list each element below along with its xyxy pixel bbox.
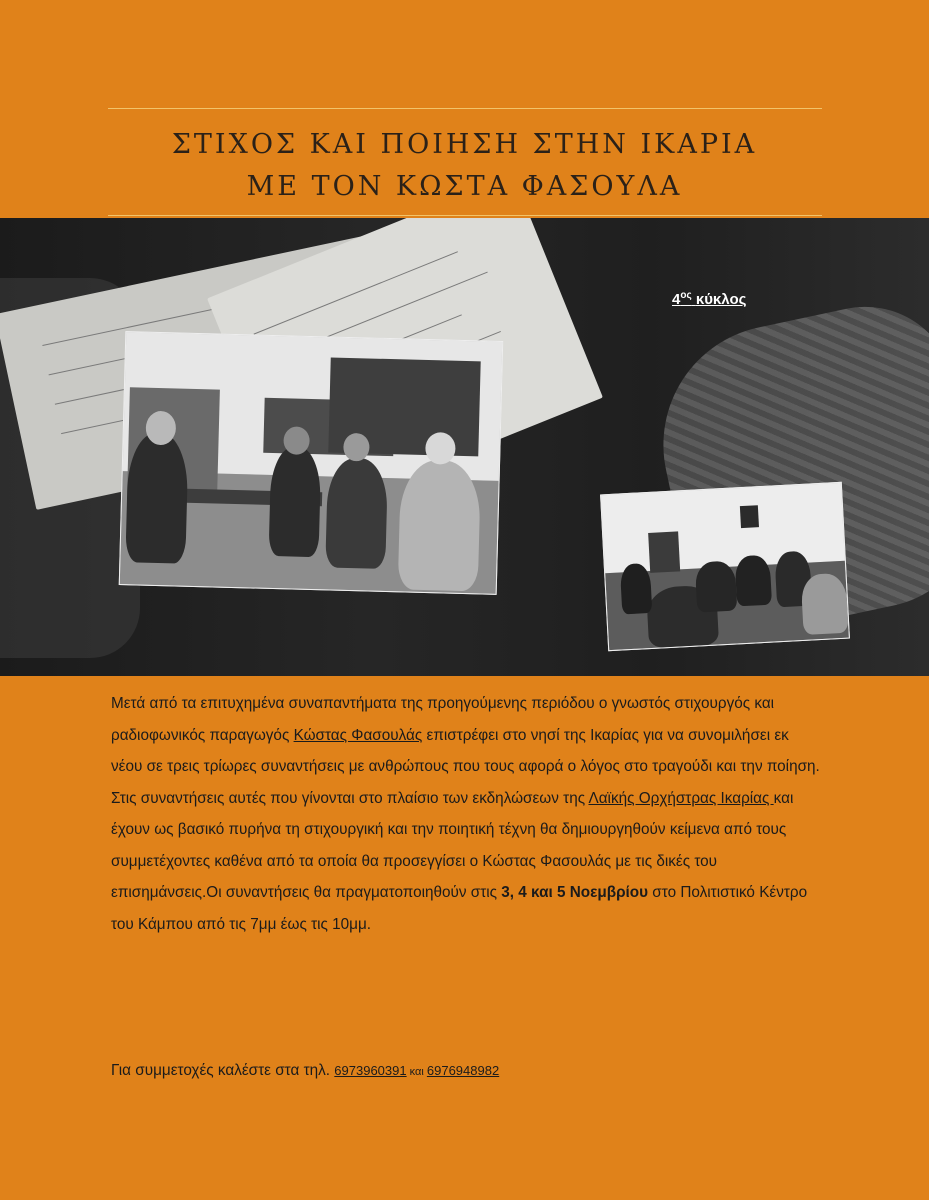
header-bottom-rule: [108, 215, 822, 216]
description-text-4: στο Πολιτιστικό Κέντρο του Κάμπου από τις 7μμ έως τις 10μμ.: [111, 884, 808, 933]
photo-collage: [0, 218, 929, 676]
phone-link-1[interactable]: 6973960391: [334, 1063, 407, 1078]
meeting-photo-secondary: [600, 482, 850, 651]
contact-line: [111, 1062, 499, 1080]
cycle-label: κύκλος: [695, 291, 747, 308]
description-text-3: και έχουν ως βασικό πυρήνα τη στιχουργική και την ποιητική τέχνη θα δημιουργηθούν κείμενα από τους συμμετέχοντες καθένα από τα οποία θα προσεγγίσει ο Κώστας Φασουλάς με τις δικές του επισημάνσεις.Οι συναντήσεις θα πραγματοποιηθούν στις: [111, 789, 794, 901]
title-line-1: ΣΤΙΧΟΣ ΚΑΙ ΠΟΙΗΣΗ ΣΤΗΝ ΙΚΑΡΙΑ: [171, 129, 758, 160]
meeting-photo-main: [119, 331, 504, 595]
kostas-fasoulas-link[interactable]: Κώστας Φασουλάς: [293, 726, 423, 744]
description-text-1: Μετά από τα επιτυχημένα συναπαντήματα της προηγούμενης περιόδου ο γνωστός στιχουργός και ραδιοφωνικός παραγωγός: [111, 695, 775, 744]
header-top-rule: [108, 108, 822, 109]
cycle-badge: [672, 290, 746, 308]
orchestra-link[interactable]: Λαϊκής Ορχήστρας Ικαρίας: [588, 789, 774, 807]
event-description: [111, 688, 823, 940]
contact-label: Για συμμετοχές καλέστε στα τηλ.: [111, 1062, 335, 1079]
description-text-2: επιστρέφει στο νησί της Ικαρίας για να συνομιλήσει εκ νέου σε τρεις τρίωρες συναντήσεις με ανθρώπους που τους αφορά ο λόγος στο τραγούδι και την ποίηση. Στις συναντήσεις αυτές που γίνονται στο πλαίσιο των εκδηλώσεων της: [111, 726, 820, 807]
page-title: [0, 124, 929, 208]
cycle-number: 4: [672, 291, 681, 308]
event-dates: 3, 4 και 5 Νοεμβρίου: [501, 884, 649, 901]
cycle-suffix: ος: [680, 290, 692, 301]
phone-link-2[interactable]: 6976948982: [426, 1063, 500, 1078]
contact-and: και: [406, 1066, 427, 1078]
title-line-2: ΜΕ ΤΟΝ ΚΩΣΤΑ ΦΑΣΟΥΛΑ: [246, 171, 683, 202]
